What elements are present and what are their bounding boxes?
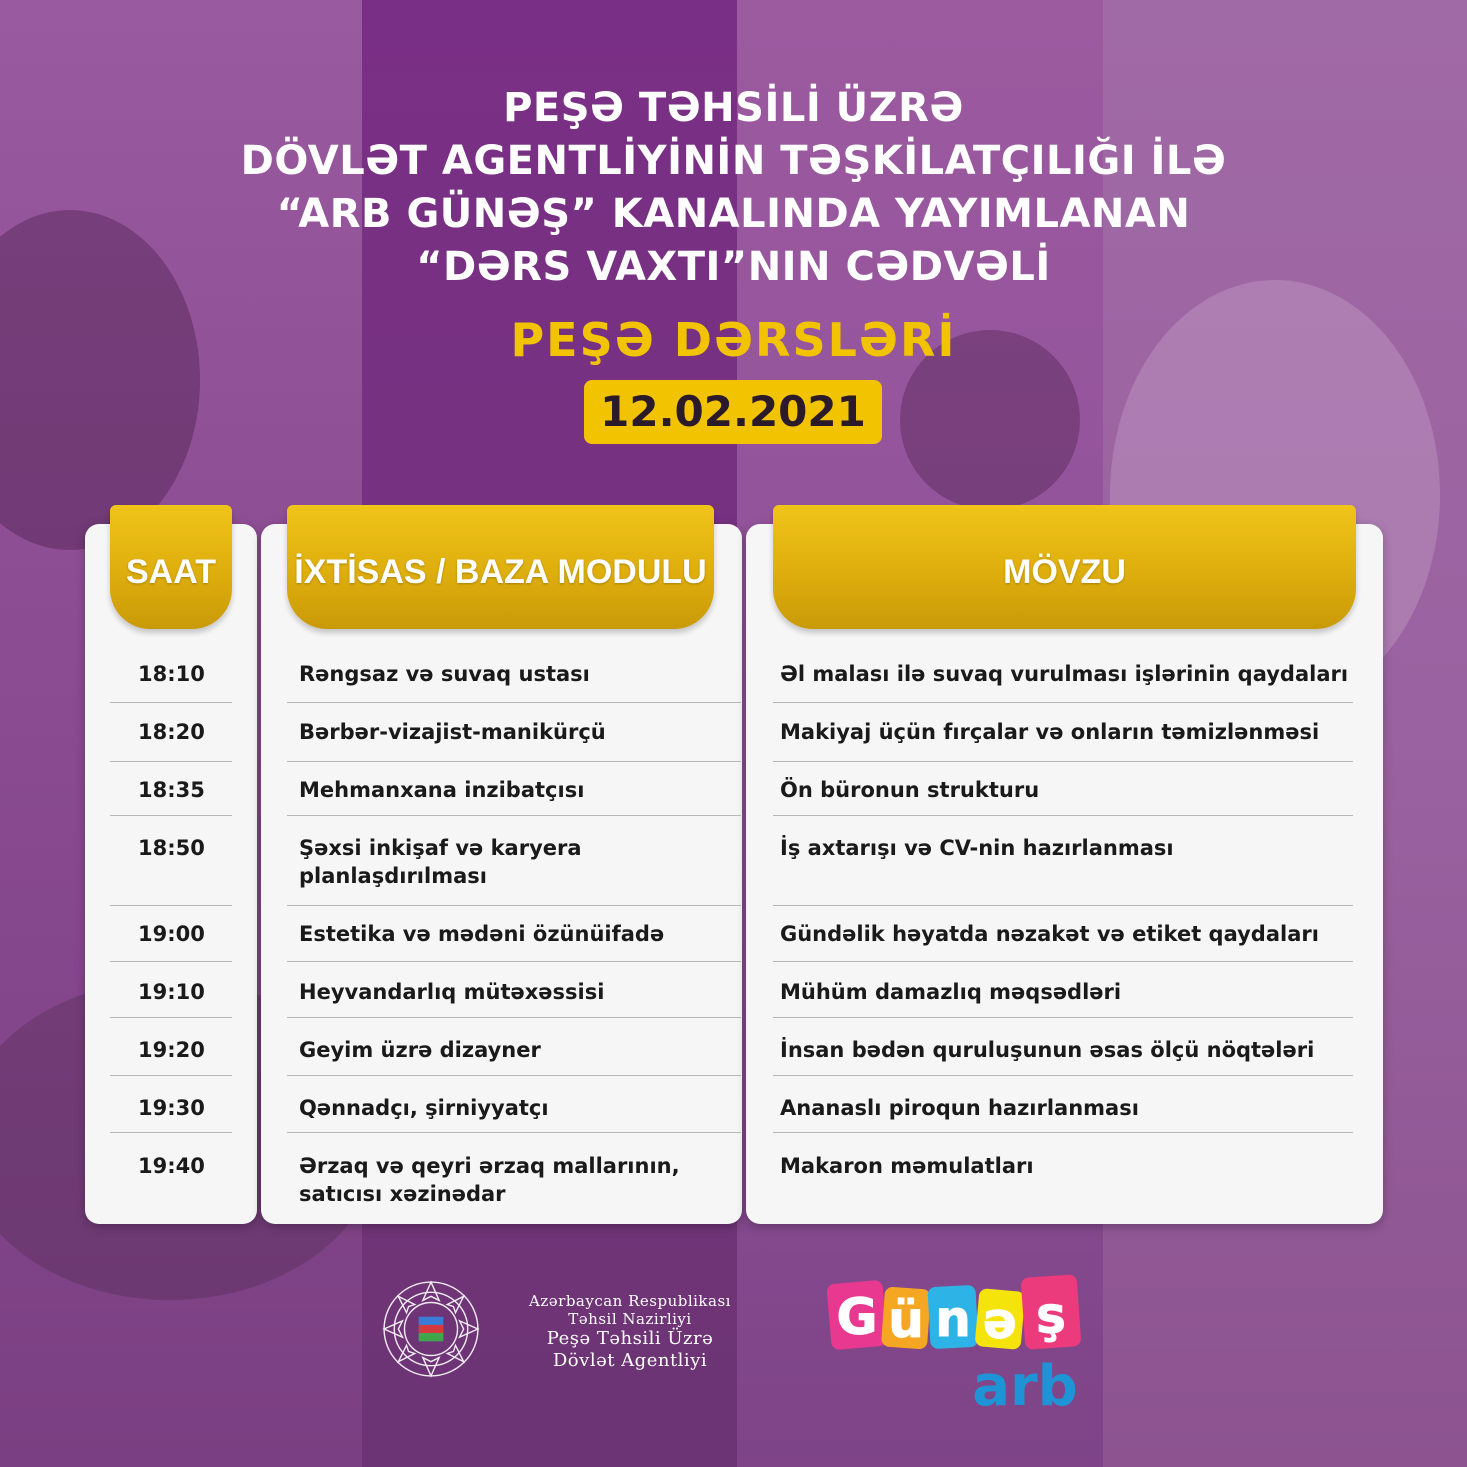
topic-cell: İnsan bədən quruluşunun əsas ölçü nöqtələri <box>780 1038 1315 1062</box>
topic-cell: Makiyaj üçün fırçalar və onların təmizlənməsi <box>780 720 1320 744</box>
title-line: PEŞƏ TƏHSİLİ ÜZRƏ <box>503 85 964 131</box>
row-divider <box>287 1075 741 1076</box>
topic-cell: Ön büronun strukturu <box>780 778 1040 802</box>
time-cell: 18:20 <box>138 720 205 744</box>
column-header-topic: MÖVZU <box>773 505 1356 629</box>
row-divider <box>110 815 232 816</box>
specialty-cell: Estetika və mədəni özünüifadə <box>299 922 665 946</box>
title-line: “ARB GÜNƏŞ” KANALINDA YAYIMLANAN <box>276 191 1191 237</box>
column-header-time: SAAT <box>110 505 232 629</box>
specialty-cell: Şəxsi inkişaf və karyera planlaşdırılması <box>299 836 582 888</box>
specialty-cell: Bərbər-vizajist-manikürçü <box>299 720 606 744</box>
agency-line: Dövlət Agentliyi <box>552 1350 708 1371</box>
topic-cell: İş axtarışı və CV-nin hazırlanması <box>780 836 1174 860</box>
logo-letter: ə <box>983 1292 1017 1350</box>
logo-letter: n <box>935 1290 971 1348</box>
time-cell: 18:50 <box>138 836 205 860</box>
specialty-cell: Ərzaq və qeyri ərzaq mallarının, satıcısı xəzinədar <box>299 1154 680 1206</box>
gunes-arb-logo <box>827 1262 1089 1412</box>
row-divider <box>287 961 741 962</box>
row-divider <box>287 1132 741 1133</box>
title-line: “DƏRS VAXTI”NIN CƏDVƏLİ <box>416 244 1051 290</box>
row-divider <box>773 1132 1353 1133</box>
logo-sub: arb <box>972 1354 1078 1412</box>
row-divider <box>287 815 741 816</box>
row-divider <box>287 1017 741 1018</box>
time-cell: 18:35 <box>138 778 205 802</box>
section-subtitle: PEŞƏ DƏRSLƏRİ <box>510 313 957 367</box>
topic-cell: Mühüm damazlıq məqsədləri <box>780 980 1122 1004</box>
row-divider <box>110 761 232 762</box>
specialty-cell: Heyvandarlıq mütəxəssisi <box>299 980 605 1004</box>
time-cell: 19:10 <box>138 980 205 1004</box>
page-title <box>0 82 1467 294</box>
specialty-cell: Qənnadçı, şirniyyatçı <box>299 1096 549 1120</box>
logo-letter: ü <box>888 1291 924 1349</box>
title-line: DÖVLƏT AGENTLİYİNİN TƏŞKİLATÇILIĞI İLƏ <box>240 138 1227 184</box>
row-divider <box>773 761 1353 762</box>
row-divider <box>110 961 232 962</box>
row-divider <box>773 1017 1353 1018</box>
row-divider <box>287 761 741 762</box>
topic-cell: Gündəlik həyatda nəzakət və etiket qaydaları <box>780 922 1319 946</box>
logo-letter: ş <box>1036 1286 1066 1344</box>
ministry-line: Təhsil Nazirliyi <box>568 1310 692 1328</box>
time-cell: 19:00 <box>138 922 205 946</box>
row-divider <box>773 702 1353 703</box>
time-cell: 19:40 <box>138 1154 205 1178</box>
logo-letter: G <box>836 1288 878 1346</box>
row-divider <box>773 815 1353 816</box>
row-divider <box>773 905 1353 906</box>
specialty-cell: Rəngsaz və suvaq ustası <box>299 662 590 686</box>
row-divider <box>773 1075 1353 1076</box>
row-divider <box>287 702 741 703</box>
topic-cell: Əl malası ilə suvaq vurulması işlərinin qaydaları <box>780 662 1349 686</box>
specialty-cell: Mehmanxana inzibatçısı <box>299 778 585 802</box>
row-divider <box>110 1075 232 1076</box>
topic-cell: Makaron məmulatları <box>780 1154 1034 1178</box>
row-divider <box>110 702 232 703</box>
time-cell: 18:10 <box>138 662 205 686</box>
agency-line: Peşə Təhsili Üzrə <box>546 1328 714 1349</box>
date-badge: 12.02.2021 <box>584 380 882 444</box>
row-divider <box>110 1132 232 1133</box>
row-divider <box>110 905 232 906</box>
azerbaijan-emblem-icon <box>380 1278 482 1380</box>
ministry-line: Azərbaycan Respublikası <box>529 1292 731 1310</box>
specialty-cell: Geyim üzrə dizayner <box>299 1038 541 1062</box>
ministry-caption <box>500 1292 760 1372</box>
row-divider <box>287 905 741 906</box>
time-cell: 19:20 <box>138 1038 205 1062</box>
row-divider <box>110 1017 232 1018</box>
row-divider <box>773 961 1353 962</box>
column-header-specialty: İXTİSAS / BAZA MODULU <box>287 505 714 629</box>
time-cell: 19:30 <box>138 1096 205 1120</box>
topic-cell: Ananaslı piroqun hazırlanması <box>780 1096 1139 1120</box>
